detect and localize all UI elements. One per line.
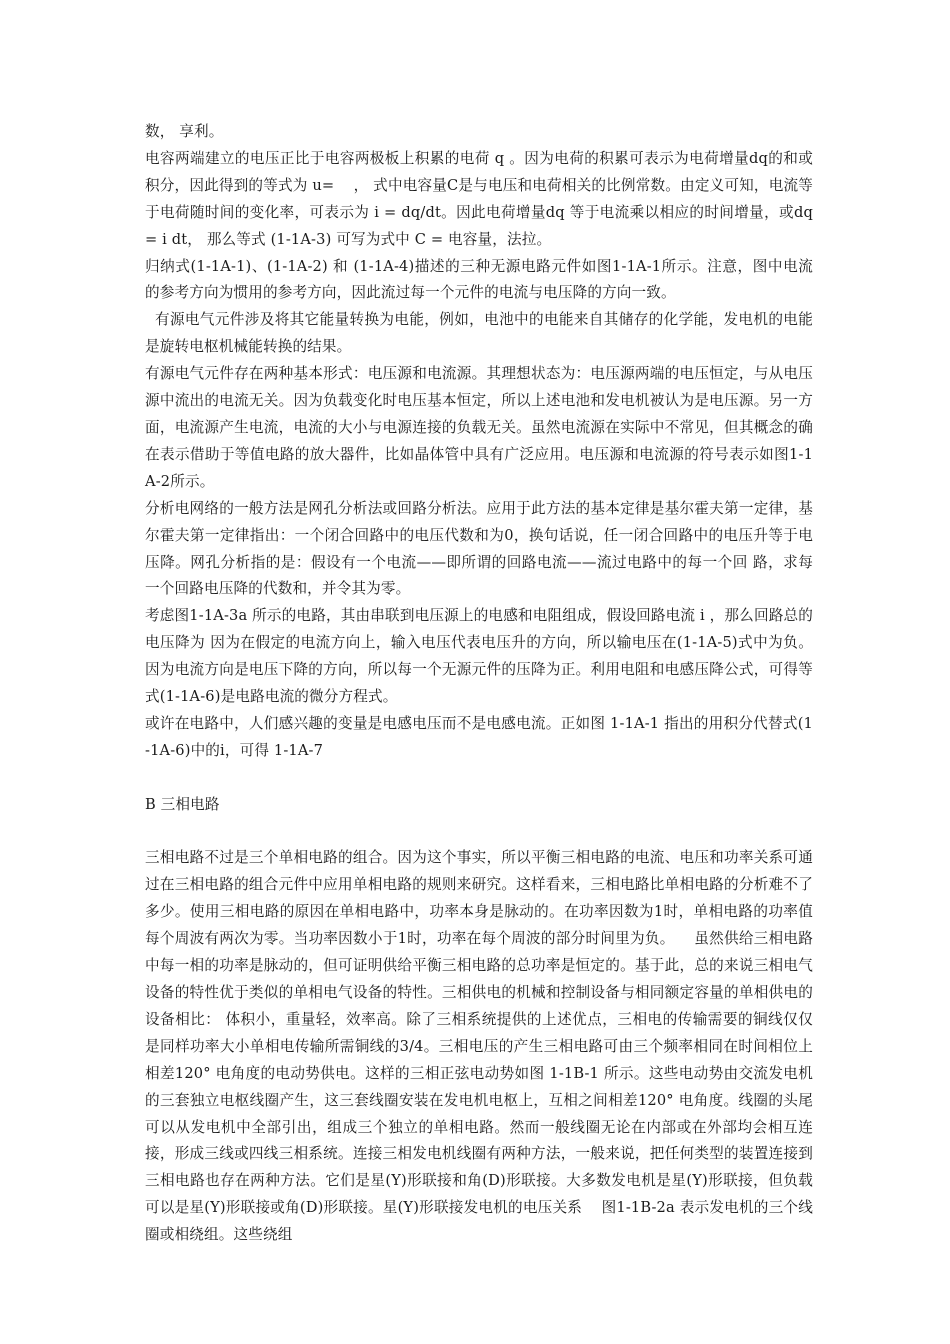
paragraph-capacitor-voltage: 电容两端建立的电压正比于电容两极板上积累的电荷 q 。因为电荷的积累可表示为电荷增量dq的和或积分，因此得到的等式为 u= ， 式中电容量C是与电压和电荷相关的比例常数。由定义可知，电流等于电荷随时间的变化率，可表示为 i = dq/dt。因此电荷增量dq 等于电流乘以相应的时间增量，或dq = i dt， 那么等式 (1-1A-3) 可写为式中 C = 电容量，法拉。 (145, 149, 818, 248)
paragraph-passive-elements: 归纳式(1-1A-1)、(1-1A-2) 和 (1-1A-4)描述的三种无源电路元件如图1-1A-1所示。注意，图中电流的参考方向为惯用的参考方向，因此流过每一个元件的电流与电压降的方向一致。 (145, 257, 813, 302)
document-page (145, 119, 818, 1249)
paragraph-voltage-current-sources: 有源电气元件存在两种基本形式：电压源和电流源。其理想状态为：电压源两端的电压恒定，与从电压源中流出的电流无关。因为负载变化时电压基本恒定，所以上述电池和发电机被认为是电压源。另一方面，电流源产生电流，电流的大小与电源连接的负载无关。虽然电流源在实际中不常见，但其概念的确在表示借助于等值电路的放大器件，比如晶体管中具有广泛应用。电压源和电流源的符号表示如图1-1A-2所示。 (145, 365, 813, 490)
paragraph-mesh-analysis: 分析电网络的一般方法是网孔分析法或回路分析法。应用于此方法的基本定律是基尔霍夫第一定律，基尔霍夫第一定律指出：一个闭合回路中的电压代数和为0，换句话说，任一闭合回路中的电压升等于电压降。网孔分析指的是：假设有一个电流——即所谓的回路电流——流过电路中的每一个回 路，求每一个回路电压降的代数和，并令其为零。 (145, 499, 813, 598)
section-heading-three-phase: B 三相电路 (145, 795, 220, 813)
paragraph-intro-fragment: 数， 享利。 (145, 123, 224, 140)
paragraph-inductor-voltage: 或许在电路中，人们感兴趣的变量是电感电压而不是电感电流。正如图 1-1A-1 指出的用积分代替式(1-1A-6)中的i，可得 1-1A-7 (145, 714, 813, 759)
paragraph-active-elements: 有源电气元件涉及将其它能量转换为电能，例如，电池中的电能来自其储存的化学能，发电机的电能是旋转电枢机械能转换的结果。 (145, 311, 814, 356)
blank-line (145, 819, 813, 846)
paragraph-rl-circuit: 考虑图1-1A-3a 所示的电路，其由串联到电压源上的电感和电阻组成，假设回路电流 i ，那么回路总的电压降为 因为在假定的电流方向上，输入电压代表电压升的方向，所以输电压在(1-1A-5)式中为负。因为电流方向是电压下降的方向，所以每一个无源元件的压降为正。利用电阻和电感压降公式，可得等式(1-1A-6)是电路电流的微分方程式。 (145, 607, 813, 706)
paragraph-three-phase-circuits: 三相电路不过是三个单相电路的组合。因为这个事实，所以平衡三相电路的电流、电压和功率关系可通过在三相电路的组合元件中应用单相电路的规则来研究。这样看来，三相电路比单相电路的分析难不了多少。使用三相电路的原因在单相电路中，功率本身是脉动的。在功率因数为1时，单相电路的功率值每个周波有两次为零。当功率因数小于1时，功率在每个周波的部分时间里为负。 虽然供给三相电路中每一相的功率是脉动的，但可证明供给平衡三相电路的总功率是恒定的。基于此，总的来说三相电气设备的特性优于类似的单相电气设备的特性。三相供电的机械和控制设备与相同额定容量的单相供电的设备相比： 体积小，重量轻，效率高。除了三相系统提供的上述优点，三相电的传输需要的铜线仅仅是同样功率大小单相电传输所需铜线的3/4。三相电压的产生三相电路可由三个频率相同在时间相位上相差120° 电角度的电动势供电。这样的三相正弦电动势如图 1-1B-1 所示。这些电动势由交流发电机的三套独立电枢线圈产生，这三套线圈安装在发电机电枢上，互相之间相差120° 电角度。线圈的头尾可以从发电机中全部引出，组成三个独立的单相电路。然而一般线圈无论在内部或在外部均会相互连接，形成三线或四线三相系统。连接三相发电机线圈有两种方法，一般来说，把任何类型的装置连接到三相电路也存在两种方法。它们是星(Y)形联接和角(D)形联接。大多数发电机是星(Y)形联接，但负载可以是星(Y)形联接或角(D)形联接。星(Y)形联接发电机的电压关系 图1-1B-2a 表示发电机的三个线圈或相绕组。这些绕组 (145, 849, 813, 1244)
blank-line (145, 765, 813, 792)
